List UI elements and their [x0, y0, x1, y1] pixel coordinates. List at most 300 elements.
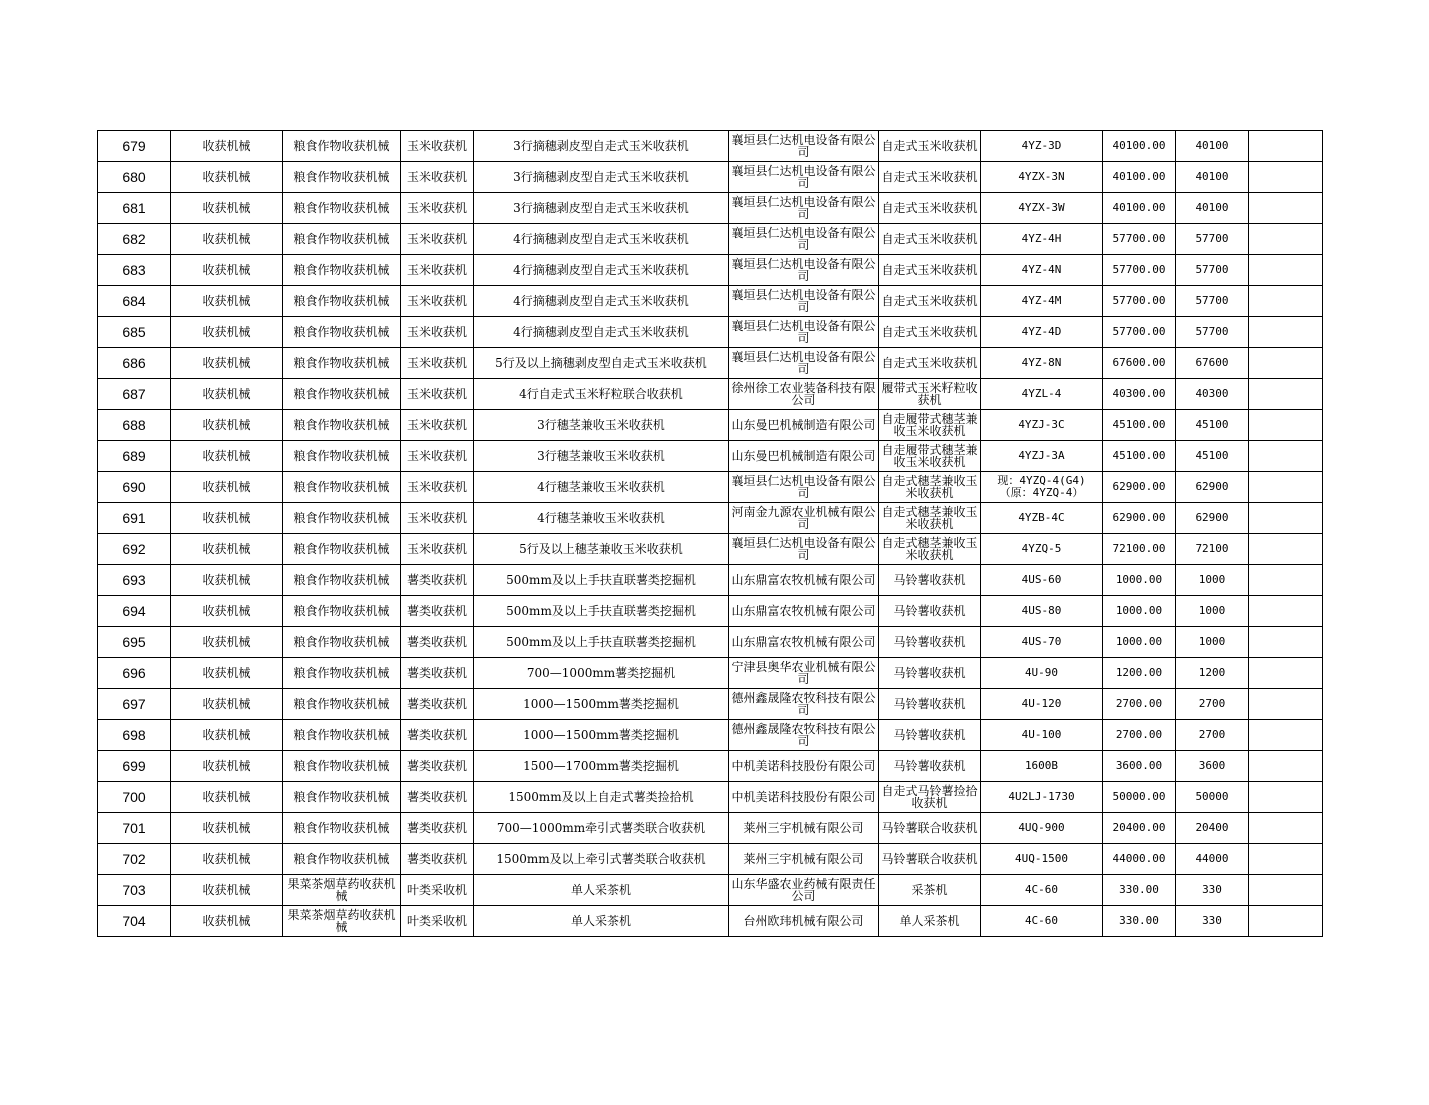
manufacturer-cell: 襄垣县仁达机电设备有限公司 — [729, 193, 879, 224]
table-row — [98, 565, 1323, 596]
grade-cell: 3行穗茎兼收玉米收获机 — [474, 410, 729, 441]
subsidy-cell: 62900 — [1176, 472, 1249, 503]
category-cell: 收获机械 — [171, 379, 283, 410]
grade-cell: 单人采茶机 — [474, 875, 729, 906]
category-cell: 收获机械 — [171, 906, 283, 937]
product-name-cell: 马铃薯联合收获机 — [879, 844, 981, 875]
row-number: 683 — [98, 255, 171, 286]
product-name-cell: 自走式玉米收获机 — [879, 255, 981, 286]
manufacturer-cell: 莱州三宇机械有限公司 — [729, 813, 879, 844]
table-row — [98, 844, 1323, 875]
model-cell: 4YZX-3N — [981, 162, 1103, 193]
note-cell — [1249, 627, 1323, 658]
price-cell: 1000.00 — [1103, 565, 1176, 596]
subsidy-cell: 330 — [1176, 875, 1249, 906]
subsidy-cell: 40100 — [1176, 162, 1249, 193]
model-cell: 4C-60 — [981, 875, 1103, 906]
note-cell — [1249, 286, 1323, 317]
grade-cell: 1500mm及以上自走式薯类捡拾机 — [474, 782, 729, 813]
product-name-cell: 自走履带式穗茎兼收玉米收获机 — [879, 441, 981, 472]
subcategory-cell: 粮食作物收获机械 — [283, 782, 401, 813]
model-cell: 4YZB-4C — [981, 503, 1103, 534]
model-cell: 4UQ-900 — [981, 813, 1103, 844]
model-cell: 现：4YZQ-4(G4)（原：4YZQ-4） — [981, 472, 1103, 503]
product-name-cell: 马铃薯收获机 — [879, 720, 981, 751]
price-cell: 67600.00 — [1103, 348, 1176, 379]
table-row — [98, 875, 1323, 906]
model-cell: 4YZX-3W — [981, 193, 1103, 224]
manufacturer-cell: 中机美诺科技股份有限公司 — [729, 782, 879, 813]
category-cell: 收获机械 — [171, 751, 283, 782]
subcategory-cell: 粮食作物收获机械 — [283, 627, 401, 658]
subcategory-cell: 粮食作物收获机械 — [283, 596, 401, 627]
note-cell — [1249, 379, 1323, 410]
grade-cell: 3行穗茎兼收玉米收获机 — [474, 441, 729, 472]
subcategory-cell: 果菜茶烟草药收获机械 — [283, 906, 401, 937]
subsidy-cell: 67600 — [1176, 348, 1249, 379]
note-cell — [1249, 472, 1323, 503]
subcategory-cell: 粮食作物收获机械 — [283, 751, 401, 782]
grade-cell: 1500mm及以上牵引式薯类联合收获机 — [474, 844, 729, 875]
grade-cell: 5行及以上摘穗剥皮型自走式玉米收获机 — [474, 348, 729, 379]
product-name-cell: 自走式玉米收获机 — [879, 317, 981, 348]
note-cell — [1249, 162, 1323, 193]
item-cell: 薯类收获机 — [401, 658, 474, 689]
item-cell: 玉米收获机 — [401, 534, 474, 565]
item-cell: 玉米收获机 — [401, 224, 474, 255]
grade-cell: 4行摘穗剥皮型自走式玉米收获机 — [474, 224, 729, 255]
item-cell: 薯类收获机 — [401, 565, 474, 596]
model-cell: 4UQ-1500 — [981, 844, 1103, 875]
item-cell: 玉米收获机 — [401, 410, 474, 441]
grade-cell: 5行及以上穗茎兼收玉米收获机 — [474, 534, 729, 565]
subcategory-cell: 粮食作物收获机械 — [283, 441, 401, 472]
grade-cell: 700—1000mm牵引式薯类联合收获机 — [474, 813, 729, 844]
category-cell: 收获机械 — [171, 844, 283, 875]
table-row — [98, 689, 1323, 720]
grade-cell: 1500—1700mm薯类挖掘机 — [474, 751, 729, 782]
note-cell — [1249, 875, 1323, 906]
category-cell: 收获机械 — [171, 658, 283, 689]
manufacturer-cell: 山东曼巴机械制造有限公司 — [729, 441, 879, 472]
subcategory-cell: 粮食作物收获机械 — [283, 689, 401, 720]
item-cell: 玉米收获机 — [401, 503, 474, 534]
manufacturer-cell: 莱州三宇机械有限公司 — [729, 844, 879, 875]
table-row — [98, 813, 1323, 844]
product-name-cell: 履带式玉米籽粒收获机 — [879, 379, 981, 410]
category-cell: 收获机械 — [171, 131, 283, 162]
note-cell — [1249, 906, 1323, 937]
category-cell: 收获机械 — [171, 875, 283, 906]
grade-cell: 单人采茶机 — [474, 906, 729, 937]
category-cell: 收获机械 — [171, 813, 283, 844]
table-row — [98, 503, 1323, 534]
subcategory-cell: 粮食作物收获机械 — [283, 534, 401, 565]
table-row — [98, 596, 1323, 627]
table-row — [98, 379, 1323, 410]
category-cell: 收获机械 — [171, 627, 283, 658]
manufacturer-cell: 襄垣县仁达机电设备有限公司 — [729, 472, 879, 503]
category-cell: 收获机械 — [171, 534, 283, 565]
product-name-cell: 采茶机 — [879, 875, 981, 906]
model-cell: 4US-60 — [981, 565, 1103, 596]
subsidy-cell: 57700 — [1176, 255, 1249, 286]
subsidy-cell: 1000 — [1176, 565, 1249, 596]
subsidy-cell: 2700 — [1176, 689, 1249, 720]
subsidy-cell: 40100 — [1176, 193, 1249, 224]
subsidy-table — [97, 130, 1323, 937]
subsidy-cell: 57700 — [1176, 317, 1249, 348]
row-number: 698 — [98, 720, 171, 751]
model-cell: 4YZ-4H — [981, 224, 1103, 255]
table-row — [98, 472, 1323, 503]
product-name-cell: 单人采茶机 — [879, 906, 981, 937]
row-number: 697 — [98, 689, 171, 720]
row-number: 695 — [98, 627, 171, 658]
subcategory-cell: 粮食作物收获机械 — [283, 255, 401, 286]
subcategory-cell: 粮食作物收获机械 — [283, 286, 401, 317]
manufacturer-cell: 山东鼎富农牧机械有限公司 — [729, 565, 879, 596]
table-row — [98, 720, 1323, 751]
row-number: 689 — [98, 441, 171, 472]
note-cell — [1249, 255, 1323, 286]
price-cell: 330.00 — [1103, 875, 1176, 906]
item-cell: 薯类收获机 — [401, 689, 474, 720]
manufacturer-cell: 襄垣县仁达机电设备有限公司 — [729, 286, 879, 317]
row-number: 704 — [98, 906, 171, 937]
note-cell — [1249, 441, 1323, 472]
row-number: 692 — [98, 534, 171, 565]
table-row — [98, 782, 1323, 813]
note-cell — [1249, 751, 1323, 782]
note-cell — [1249, 565, 1323, 596]
model-cell: 1600B — [981, 751, 1103, 782]
price-cell: 1000.00 — [1103, 596, 1176, 627]
manufacturer-cell: 山东华盛农业药械有限责任公司 — [729, 875, 879, 906]
price-cell: 62900.00 — [1103, 503, 1176, 534]
note-cell — [1249, 534, 1323, 565]
manufacturer-cell: 德州鑫晟隆农牧科技有限公司 — [729, 720, 879, 751]
price-cell: 1000.00 — [1103, 627, 1176, 658]
price-cell: 45100.00 — [1103, 410, 1176, 441]
row-number: 703 — [98, 875, 171, 906]
manufacturer-cell: 河南金九源农业机械有限公司 — [729, 503, 879, 534]
grade-cell: 4行摘穗剥皮型自走式玉米收获机 — [474, 255, 729, 286]
product-name-cell: 自走式玉米收获机 — [879, 193, 981, 224]
table-row — [98, 162, 1323, 193]
row-number: 685 — [98, 317, 171, 348]
grade-cell: 500mm及以上手扶直联薯类挖掘机 — [474, 565, 729, 596]
table-row — [98, 193, 1323, 224]
table-row — [98, 131, 1323, 162]
row-number: 691 — [98, 503, 171, 534]
model-cell: 4U-100 — [981, 720, 1103, 751]
category-cell: 收获机械 — [171, 410, 283, 441]
subcategory-cell: 粮食作物收获机械 — [283, 131, 401, 162]
grade-cell: 3行摘穗剥皮型自走式玉米收获机 — [474, 131, 729, 162]
item-cell: 薯类收获机 — [401, 813, 474, 844]
item-cell: 薯类收获机 — [401, 720, 474, 751]
note-cell — [1249, 224, 1323, 255]
subcategory-cell: 粮食作物收获机械 — [283, 317, 401, 348]
row-number: 696 — [98, 658, 171, 689]
subcategory-cell: 粮食作物收获机械 — [283, 503, 401, 534]
model-cell: 4U2LJ-1730 — [981, 782, 1103, 813]
product-name-cell: 马铃薯收获机 — [879, 565, 981, 596]
item-cell: 玉米收获机 — [401, 379, 474, 410]
subsidy-cell: 1200 — [1176, 658, 1249, 689]
product-name-cell: 马铃薯收获机 — [879, 689, 981, 720]
note-cell — [1249, 410, 1323, 441]
price-cell: 3600.00 — [1103, 751, 1176, 782]
note-cell — [1249, 720, 1323, 751]
product-name-cell: 自走式穗茎兼收玉米收获机 — [879, 503, 981, 534]
category-cell: 收获机械 — [171, 193, 283, 224]
table-row — [98, 255, 1323, 286]
subcategory-cell: 粮食作物收获机械 — [283, 348, 401, 379]
manufacturer-cell: 襄垣县仁达机电设备有限公司 — [729, 224, 879, 255]
product-name-cell: 自走式穗茎兼收玉米收获机 — [879, 472, 981, 503]
category-cell: 收获机械 — [171, 565, 283, 596]
subcategory-cell: 粮食作物收获机械 — [283, 410, 401, 441]
manufacturer-cell: 襄垣县仁达机电设备有限公司 — [729, 255, 879, 286]
row-number: 694 — [98, 596, 171, 627]
model-cell: 4YZQ-5 — [981, 534, 1103, 565]
subsidy-cell: 57700 — [1176, 286, 1249, 317]
price-cell: 57700.00 — [1103, 286, 1176, 317]
price-cell: 40100.00 — [1103, 162, 1176, 193]
subcategory-cell: 粮食作物收获机械 — [283, 844, 401, 875]
row-number: 699 — [98, 751, 171, 782]
grade-cell: 700—1000mm薯类挖掘机 — [474, 658, 729, 689]
product-name-cell: 马铃薯收获机 — [879, 596, 981, 627]
manufacturer-cell: 山东曼巴机械制造有限公司 — [729, 410, 879, 441]
product-name-cell: 自走式玉米收获机 — [879, 286, 981, 317]
item-cell: 玉米收获机 — [401, 317, 474, 348]
grade-cell: 4行摘穗剥皮型自走式玉米收获机 — [474, 317, 729, 348]
subsidy-cell: 40300 — [1176, 379, 1249, 410]
model-cell: 4US-80 — [981, 596, 1103, 627]
table-row — [98, 658, 1323, 689]
product-name-cell: 自走式马铃薯捡拾收获机 — [879, 782, 981, 813]
price-cell: 44000.00 — [1103, 844, 1176, 875]
manufacturer-cell: 宁津县奥华农业机械有限公司 — [729, 658, 879, 689]
item-cell: 薯类收获机 — [401, 782, 474, 813]
subsidy-cell: 50000 — [1176, 782, 1249, 813]
subsidy-cell: 45100 — [1176, 441, 1249, 472]
note-cell — [1249, 658, 1323, 689]
table-row — [98, 906, 1323, 937]
price-cell: 57700.00 — [1103, 317, 1176, 348]
model-cell: 4YZ-4D — [981, 317, 1103, 348]
item-cell: 玉米收获机 — [401, 472, 474, 503]
price-cell: 50000.00 — [1103, 782, 1176, 813]
grade-cell: 4行穗茎兼收玉米收获机 — [474, 503, 729, 534]
note-cell — [1249, 596, 1323, 627]
subcategory-cell: 粮食作物收获机械 — [283, 224, 401, 255]
manufacturer-cell: 徐州徐工农业装备科技有限公司 — [729, 379, 879, 410]
subsidy-cell: 20400 — [1176, 813, 1249, 844]
row-number: 682 — [98, 224, 171, 255]
price-cell: 72100.00 — [1103, 534, 1176, 565]
model-cell: 4YZJ-3A — [981, 441, 1103, 472]
price-cell: 40100.00 — [1103, 131, 1176, 162]
product-name-cell: 自走式玉米收获机 — [879, 224, 981, 255]
table-row — [98, 286, 1323, 317]
category-cell: 收获机械 — [171, 255, 283, 286]
row-number: 700 — [98, 782, 171, 813]
product-name-cell: 马铃薯联合收获机 — [879, 813, 981, 844]
model-cell: 4U-120 — [981, 689, 1103, 720]
category-cell: 收获机械 — [171, 224, 283, 255]
product-name-cell: 自走履带式穗茎兼收玉米收获机 — [879, 410, 981, 441]
row-number: 688 — [98, 410, 171, 441]
price-cell: 40300.00 — [1103, 379, 1176, 410]
model-cell: 4YZ-4N — [981, 255, 1103, 286]
subsidy-cell: 3600 — [1176, 751, 1249, 782]
row-number: 687 — [98, 379, 171, 410]
price-cell: 57700.00 — [1103, 224, 1176, 255]
item-cell: 叶类采收机 — [401, 875, 474, 906]
note-cell — [1249, 813, 1323, 844]
price-cell: 2700.00 — [1103, 720, 1176, 751]
product-name-cell: 马铃薯收获机 — [879, 627, 981, 658]
item-cell: 薯类收获机 — [401, 596, 474, 627]
category-cell: 收获机械 — [171, 472, 283, 503]
subsidy-cell: 1000 — [1176, 627, 1249, 658]
subsidy-cell: 40100 — [1176, 131, 1249, 162]
grade-cell: 500mm及以上手扶直联薯类挖掘机 — [474, 627, 729, 658]
row-number: 702 — [98, 844, 171, 875]
table-row — [98, 224, 1323, 255]
category-cell: 收获机械 — [171, 348, 283, 379]
subcategory-cell: 粮食作物收获机械 — [283, 193, 401, 224]
price-cell: 45100.00 — [1103, 441, 1176, 472]
manufacturer-cell: 襄垣县仁达机电设备有限公司 — [729, 162, 879, 193]
subcategory-cell: 粮食作物收获机械 — [283, 472, 401, 503]
manufacturer-cell: 台州欧玮机械有限公司 — [729, 906, 879, 937]
manufacturer-cell: 山东鼎富农牧机械有限公司 — [729, 596, 879, 627]
category-cell: 收获机械 — [171, 503, 283, 534]
grade-cell: 500mm及以上手扶直联薯类挖掘机 — [474, 596, 729, 627]
table-row — [98, 317, 1323, 348]
model-cell: 4YZ-4M — [981, 286, 1103, 317]
row-number: 690 — [98, 472, 171, 503]
manufacturer-cell: 襄垣县仁达机电设备有限公司 — [729, 317, 879, 348]
price-cell: 57700.00 — [1103, 255, 1176, 286]
note-cell — [1249, 503, 1323, 534]
category-cell: 收获机械 — [171, 720, 283, 751]
row-number: 680 — [98, 162, 171, 193]
price-cell: 20400.00 — [1103, 813, 1176, 844]
product-name-cell: 自走式玉米收获机 — [879, 131, 981, 162]
note-cell — [1249, 193, 1323, 224]
grade-cell: 1000—1500mm薯类挖掘机 — [474, 689, 729, 720]
model-cell: 4YZ-3D — [981, 131, 1103, 162]
item-cell: 薯类收获机 — [401, 844, 474, 875]
manufacturer-cell: 襄垣县仁达机电设备有限公司 — [729, 131, 879, 162]
row-number: 684 — [98, 286, 171, 317]
row-number: 686 — [98, 348, 171, 379]
price-cell: 330.00 — [1103, 906, 1176, 937]
category-cell: 收获机械 — [171, 317, 283, 348]
subcategory-cell: 粮食作物收获机械 — [283, 813, 401, 844]
grade-cell: 4行摘穗剥皮型自走式玉米收获机 — [474, 286, 729, 317]
model-cell: 4YZ-8N — [981, 348, 1103, 379]
item-cell: 薯类收获机 — [401, 751, 474, 782]
model-cell: 4US-70 — [981, 627, 1103, 658]
product-name-cell: 自走式玉米收获机 — [879, 348, 981, 379]
product-name-cell: 自走式穗茎兼收玉米收获机 — [879, 534, 981, 565]
table-row — [98, 627, 1323, 658]
item-cell: 玉米收获机 — [401, 348, 474, 379]
manufacturer-cell: 德州鑫晟隆农牧科技有限公司 — [729, 689, 879, 720]
category-cell: 收获机械 — [171, 286, 283, 317]
item-cell: 玉米收获机 — [401, 193, 474, 224]
item-cell: 玉米收获机 — [401, 162, 474, 193]
model-cell: 4YZL-4 — [981, 379, 1103, 410]
subsidy-cell: 45100 — [1176, 410, 1249, 441]
table-row — [98, 348, 1323, 379]
subsidy-cell: 57700 — [1176, 224, 1249, 255]
category-cell: 收获机械 — [171, 596, 283, 627]
product-name-cell: 马铃薯收获机 — [879, 751, 981, 782]
item-cell: 玉米收获机 — [401, 255, 474, 286]
note-cell — [1249, 317, 1323, 348]
category-cell: 收获机械 — [171, 162, 283, 193]
note-cell — [1249, 348, 1323, 379]
subsidy-cell: 72100 — [1176, 534, 1249, 565]
item-cell: 薯类收获机 — [401, 627, 474, 658]
manufacturer-cell: 襄垣县仁达机电设备有限公司 — [729, 534, 879, 565]
item-cell: 玉米收获机 — [401, 286, 474, 317]
model-cell: 4YZJ-3C — [981, 410, 1103, 441]
row-number: 679 — [98, 131, 171, 162]
subsidy-cell: 44000 — [1176, 844, 1249, 875]
product-name-cell: 马铃薯收获机 — [879, 658, 981, 689]
price-cell: 2700.00 — [1103, 689, 1176, 720]
note-cell — [1249, 689, 1323, 720]
table-row — [98, 534, 1323, 565]
subsidy-cell: 62900 — [1176, 503, 1249, 534]
table-row — [98, 410, 1323, 441]
price-cell: 62900.00 — [1103, 472, 1176, 503]
price-cell: 40100.00 — [1103, 193, 1176, 224]
subcategory-cell: 粮食作物收获机械 — [283, 162, 401, 193]
table-row — [98, 751, 1323, 782]
grade-cell: 4行穗茎兼收玉米收获机 — [474, 472, 729, 503]
grade-cell: 4行自走式玉米籽粒联合收获机 — [474, 379, 729, 410]
subcategory-cell: 粮食作物收获机械 — [283, 658, 401, 689]
subcategory-cell: 粮食作物收获机械 — [283, 720, 401, 751]
manufacturer-cell: 山东鼎富农牧机械有限公司 — [729, 627, 879, 658]
subsidy-cell: 330 — [1176, 906, 1249, 937]
subcategory-cell: 粮食作物收获机械 — [283, 565, 401, 596]
category-cell: 收获机械 — [171, 441, 283, 472]
note-cell — [1249, 844, 1323, 875]
row-number: 681 — [98, 193, 171, 224]
item-cell: 叶类采收机 — [401, 906, 474, 937]
item-cell: 玉米收获机 — [401, 441, 474, 472]
row-number: 701 — [98, 813, 171, 844]
subsidy-cell: 1000 — [1176, 596, 1249, 627]
grade-cell: 3行摘穗剥皮型自走式玉米收获机 — [474, 193, 729, 224]
item-cell: 玉米收获机 — [401, 131, 474, 162]
manufacturer-cell: 襄垣县仁达机电设备有限公司 — [729, 348, 879, 379]
grade-cell: 1000—1500mm薯类挖掘机 — [474, 720, 729, 751]
note-cell — [1249, 131, 1323, 162]
manufacturer-cell: 中机美诺科技股份有限公司 — [729, 751, 879, 782]
